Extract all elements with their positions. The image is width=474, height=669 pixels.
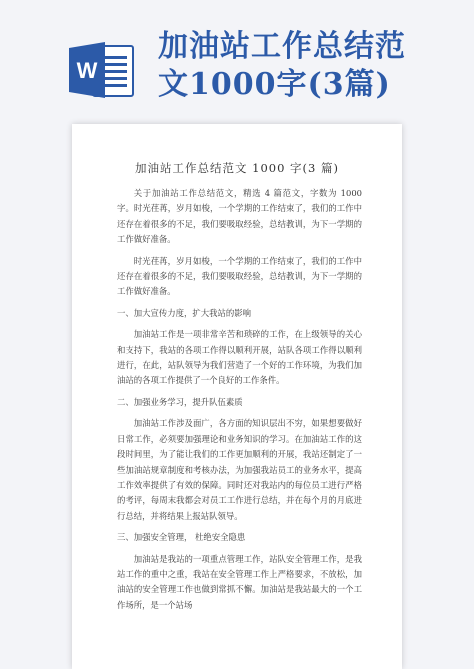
section-heading: 三、加强安全管理， 杜绝安全隐患 — [117, 532, 246, 543]
document-title — [158, 28, 458, 104]
page-title: 加油站工作总结范文 1000 字(3 篇) — [134, 161, 340, 175]
document-page — [72, 124, 402, 669]
section-heading: 二、加强业务学习，提升队伍素质 — [117, 396, 243, 407]
paragraph: 加油站工作涉及面广，各方面的知识层出不穷，如果想要做好日常工作，必须要加强理论和业务知识的学习。在加油站工作的这段时间里，为了能让我们的工作更加顺利的开展，我站还制定了一些加油站规章制度和考核办法，为加强我站员工的业务水平，提高工作效率提供了有效的保障。同时还对我站内的每位员工进行严格的考评，每周末我都会对员工工作进行总结，并在每个月的月底进行总结，并将结果上报站队领导。 — [117, 418, 362, 521]
svg-text:W: W — [76, 58, 98, 83]
paragraph: 加油站工作是一项非常辛苦和琐碎的工作，在上级领导的关心和支持下，我站的各项工作得以顺利开展，站队各项工作得以顺利进行，在此，站队领导为我们营造了一个好的工作环境，为我们加油站的各项工作提供了一个良好的工作条件。 — [117, 329, 362, 386]
page-header — [0, 0, 474, 112]
section-heading: 一、加大宣传力度，扩大我站的影响 — [117, 307, 251, 318]
document-body — [117, 186, 362, 619]
title-line-2: 文1000字(3篇) — [158, 67, 391, 102]
paragraph: 加油站是我站的一项重点管理工作，站队安全管理工作，是我站工作的重中之重，我站在安全管理工作上严格要求，不放松，加油站的安全管理工作也做到常抓不懈。加油站是我站最大的一个工作场所，是一个站场 — [117, 553, 362, 610]
paragraph: 时光荏苒，岁月如梭，一个学期的工作结束了，我们的工作中还存在着很多的不足，我们要吸取经验，总结教训，为下一学期的工作做好准备。 — [117, 255, 362, 297]
word-document-icon — [67, 40, 137, 100]
title-line-1: 加油站工作总结范 — [158, 29, 406, 64]
paragraph: 关于加油站工作总结范文，精选 4 篇范文，字数为 1000 字。时光荏苒，岁月如梭，一个学期的工作结束了，我们的工作中还存在着很多的不足，我们要吸取经验，总结教训，为下一学期的工作做好准备。 — [117, 188, 362, 245]
